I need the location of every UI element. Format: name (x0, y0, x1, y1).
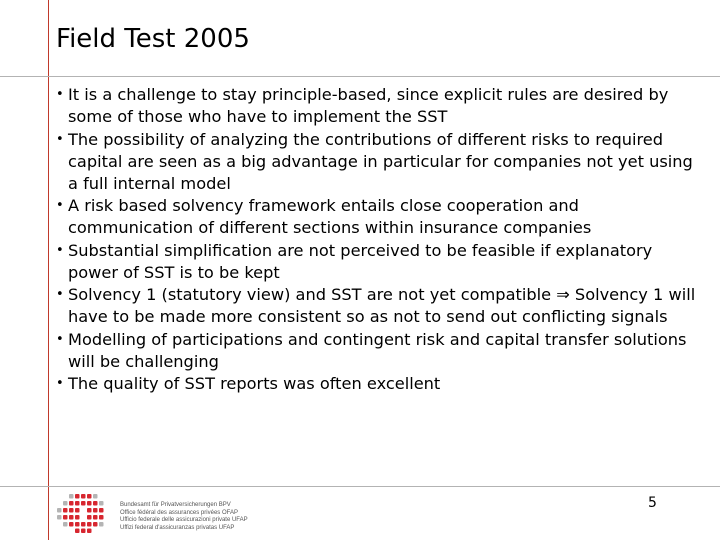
bullet-item (56, 373, 706, 395)
bullet-text: The possibility of analyzing the contributions of different risks to required capital are seen as a big advantage in particular for companies not yet using a full internal model (68, 129, 693, 193)
bullet-dot: • (56, 331, 64, 347)
bullet-text: It is a challenge to stay principle-based, since explicit rules are desired by some of those who have to implement the SST (68, 85, 669, 126)
left-accent-line (48, 0, 49, 540)
agency-name-rm: Uffizi federal d'assicuranzas privatas UFAP (120, 524, 235, 531)
bullet-text: The quality of SST reports was often excellent (68, 374, 441, 393)
slide-title: Field Test 2005 (56, 24, 250, 54)
bullet-dot: • (56, 242, 64, 258)
bullet-dot: • (56, 131, 64, 147)
title-divider (0, 76, 720, 77)
footer-divider (0, 486, 720, 487)
agency-name-it: Ufficio federale delle assicurazioni private UFAP (120, 517, 248, 524)
agency-name-de: Bundesamt für Privatversicherungen BPV (120, 502, 231, 508)
agency-name-block (120, 502, 248, 532)
bullet-item (56, 240, 706, 284)
bullet-item (56, 129, 706, 195)
bullet-dot: • (56, 287, 64, 302)
bullet-text: Modelling of participations and contingent risk and capital transfer solutions will be challenging (68, 329, 687, 371)
bullet-dot: • (56, 376, 64, 391)
bullet-dot: • (56, 198, 64, 213)
bullet-text: Substantial simplification are not perceived to be feasible if explanatory power of SST is to be kept (68, 240, 653, 282)
bullet-list (56, 84, 706, 396)
bullet-text: A risk based solvency framework entails close cooperation and communication of different sections within insurance companies (68, 196, 592, 237)
page-number: 5 (648, 495, 657, 511)
bullet-text: Solvency 1 (statutory view) and SST are not yet compatible ⇒ Solvency 1 will have to be made more consistent so as not to send out conflicting signals (68, 285, 696, 326)
bullet-item (56, 284, 706, 328)
bullet-dot: • (56, 87, 64, 102)
bullet-item (56, 84, 706, 128)
bullet-item (56, 329, 706, 373)
agency-name-fr: Office fédéral des assurances privées OFAP (120, 509, 238, 516)
bullet-item (56, 195, 706, 239)
bpv-logo-icon (57, 493, 107, 533)
